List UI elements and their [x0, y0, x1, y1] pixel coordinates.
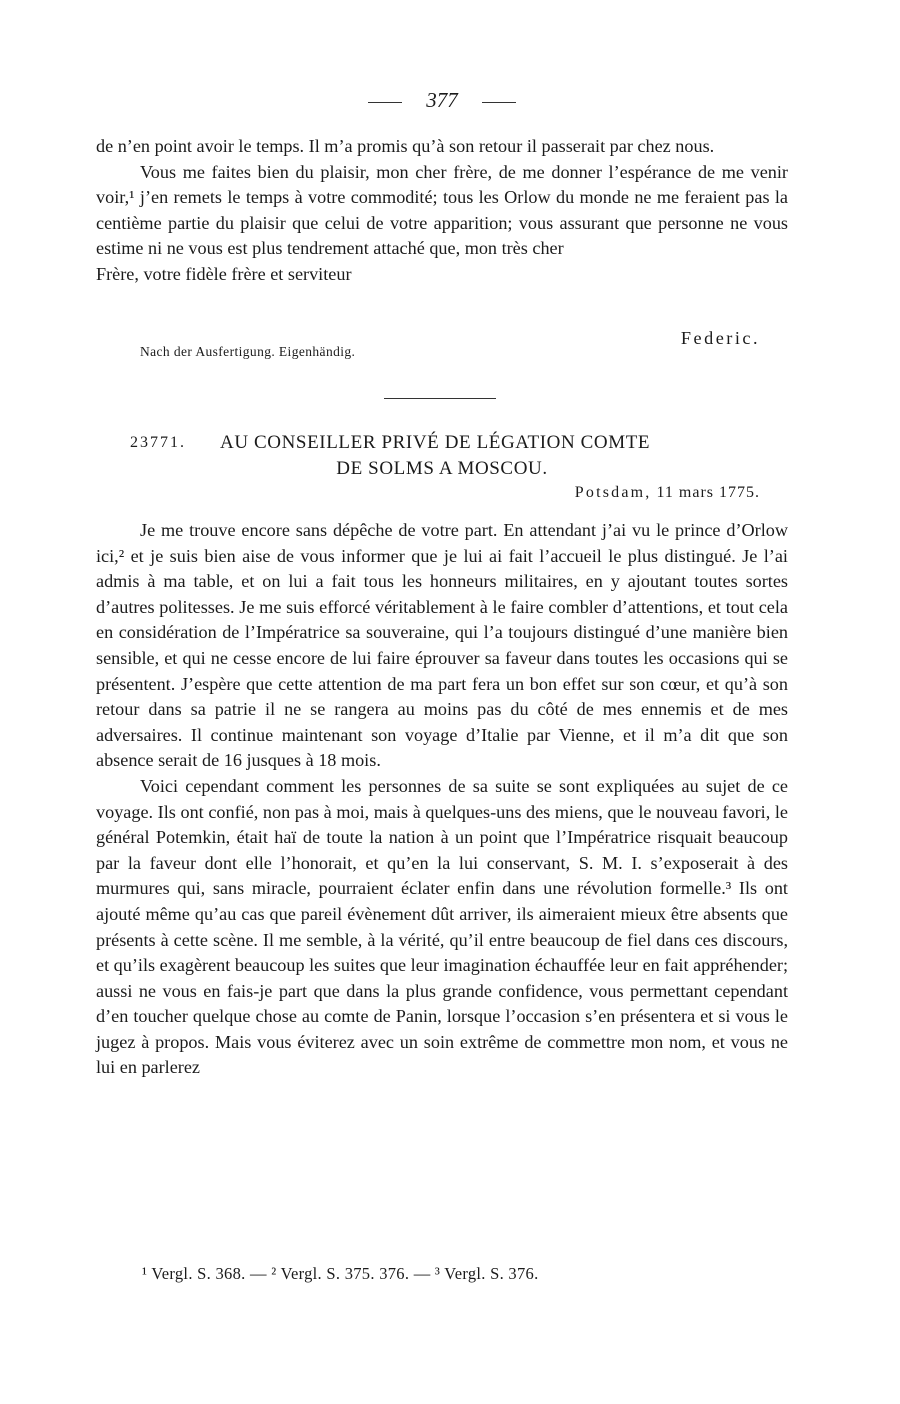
letter-body: [96, 518, 788, 1081]
dateline: [575, 484, 760, 502]
page-number-dash-right: [482, 102, 516, 103]
opening-continuation: [96, 134, 788, 288]
opening-paragraph-1: de n’en point avoir le temps. Il m’a promis qu’à son retour il passerait par chez nous.: [96, 136, 715, 156]
page-number-text: 377: [426, 88, 458, 112]
letter-title-line-2: DE SOLMS A MOSCOU.: [336, 458, 548, 479]
dateline-place: Potsdam,: [574, 484, 652, 501]
footnotes: ¹ Vergl. S. 368. — ² Vergl. S. 375. 376. — ³ Vergl. S. 376.: [142, 1264, 539, 1283]
closing-line: Frère, votre fidèle frère et serviteur: [96, 263, 352, 284]
letter-number: 23771.: [130, 434, 186, 451]
letter-paragraph-1: Je me trouve encore sans dépêche de votre part. En attendant j’ai vu le prince d’Orlow ici,² et je suis bien aise de vous informer que je lui ai fait l’accueil le plus distingué. Je l’ai admis à ma table, et on lui a fait tous les honneurs militaires, en y ajoutant toutes sortes d’autres politesses. Je me suis efforcé véritablement à le faire combler d’attentions, et tout cela en considération de l’Impératrice sa souveraine, qui l’a toujours distingué d’une manière bien sensible, et qui ne cesse encore de lui faire éprouver sa faveur dans toutes les occasions qui se présentent. J’espère que cette attention de ma part fera un bon effet sur son cœur, et qu’à son retour dans sa patrie il ne se rangera au moins pas du côté de mes ennemis et de mes adversaires. Il continue maintenant son voyage d’Italie par Vienne, et il m’a dit que son absence serait de 16 jusques à 18 mois.: [96, 520, 788, 771]
page-number: [96, 88, 788, 113]
page-number-dash-left: [368, 102, 402, 103]
signature: Federic.: [680, 328, 760, 348]
letter-title-line-1: AU CONSEILLER PRIVÉ DE LÉGATION COMTE: [220, 432, 651, 453]
book-page: [96, 0, 788, 1404]
section-divider: [384, 398, 496, 399]
dateline-date: 11 mars 1775.: [656, 484, 760, 501]
provenance-note: Nach der Ausfertigung. Eigenhändig.: [140, 344, 356, 359]
opening-paragraph-2: Vous me faites bien du plaisir, mon cher frère, de me donner l’espérance de me venir voir,¹ j’en remets le temps à votre commodité; tous les Orlow du monde ne me feraient pas la centième partie du plaisir que celui de votre apparition; vous assurant que personne ne vous estime ni ne vous est plus tendrement attaché que, mon très cher: [96, 161, 788, 259]
letter-paragraph-2: Voici cependant comment les personnes de sa suite se sont expliquées au sujet de ce voyage. Ils ont confié, non pas à moi, mais à quelques-uns des miens, que le nouveau favori, le général Potemkin, était haï de toute la nation à un point que l’Impératrice risquait beaucoup par la faveur dont elle l’honorait, et qu’en la lui conservant, S. M. I. s’exposerait à des murmures qui, sans miracle, pourraient éclater enfin dans une révolution formelle.³ Ils ont ajouté même qu’au cas que pareil évènement dût arriver, ils aimeraient mieux être absents que présents à cette scène. Il me semble, à la vérité, qu’il entre beaucoup de fiel dans ces discours, et qu’ils exagèrent beaucoup les suites que leur imagination échauffée leur en fait appréhender; aussi ne vous en fais-je part que dans la plus grande confidence, vous permettant cependant d’en toucher quelque chose au comte de Panin, lorsque l’occasion s’en présentera et si vous le jugez à propos. Mais vous éviterez avec un soin extrême de commettre mon nom, et vous ne lui en parlerez: [96, 775, 789, 1078]
